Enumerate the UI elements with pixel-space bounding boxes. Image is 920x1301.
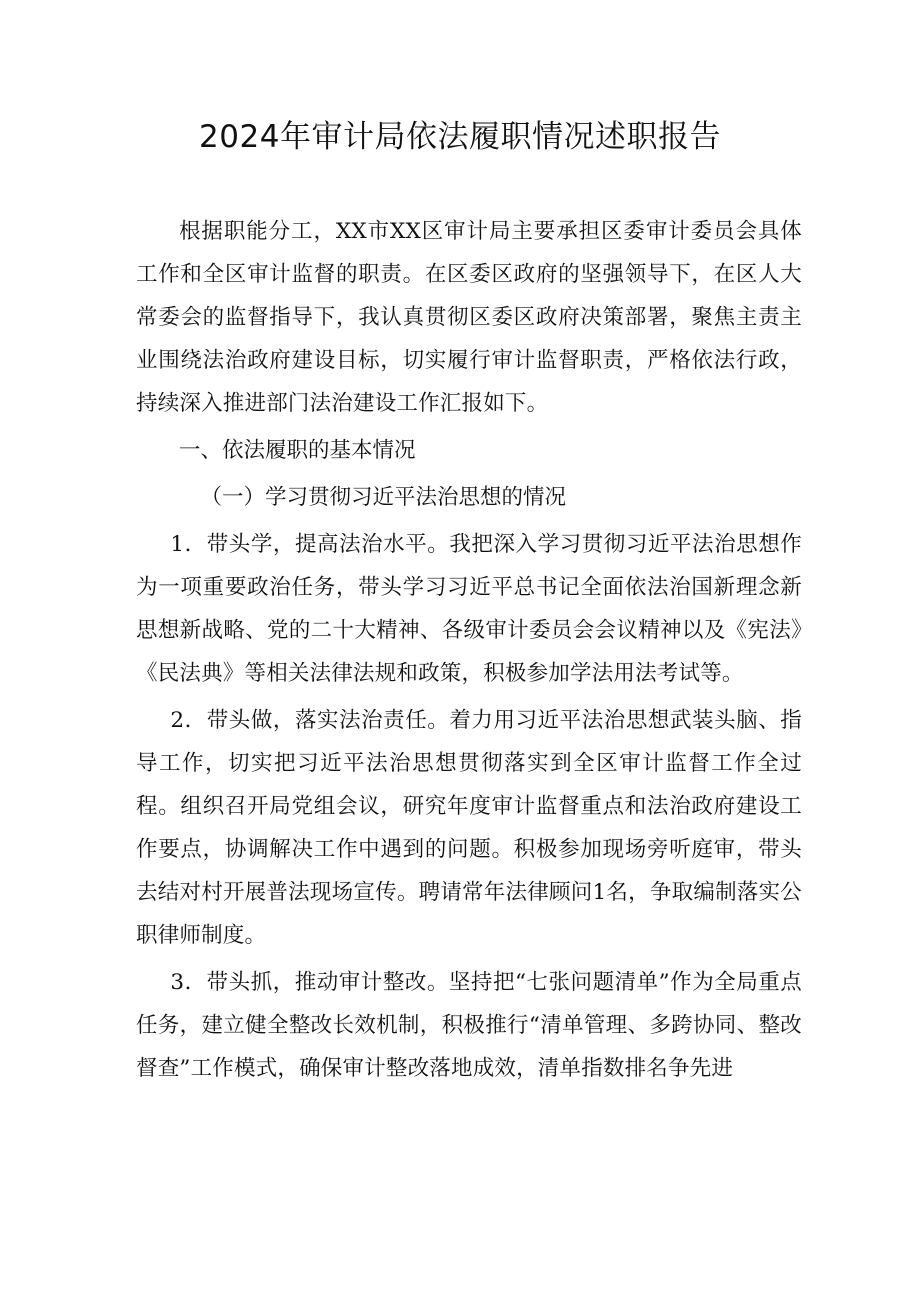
subsection-heading-1: （一）学习贯彻习近平法治思想的情况 [200, 485, 567, 510]
item-paragraph-1: 1．带头学，提高法治水平。我把深入学习贯彻习近平法治思想作为一项重要政治任务，带头学习习近平总书记全面依法治国新理念新思想新战略、党的二十大精神、各级审计委员会会议精神以及《宪法》《民法典》等相关法律法规和政策，积极参加学法用法考试等。 [136, 532, 802, 686]
intro-paragraph: 根据职能分工，XX市XX区审计局主要承担区委审计委员会具体工作和全区审计监督的职责。在区委区政府的坚强领导下，在区人大常委会的监督指导下，我认真贯彻区委区政府决策部署，聚焦主责主业围绕法治政府建设目标，切实履行审计监督职责，严格依法行政，持续深入推进部门法治建设工作汇报如下。 [136, 219, 802, 416]
document-body [136, 210, 802, 1094]
item-paragraph-3: 3．带头抓，推动审计整改。坚持把“七张问题清单”作为全局重点任务，建立健全整改长效机制，积极推行“清单管理、多跨协同、整改督查”工作模式，确保审计整改落地成效，清单指数排名争先进 [136, 970, 802, 1081]
document-title: 2024年审计局依法履职情况述职报告 [199, 119, 721, 155]
item-paragraph-2: 2．带头做，落实法治责任。着力用习近平法治思想武装头脑、指导工作，切实把习近平法治思想贯彻落实到全区审计监督工作全过程。组织召开局党组会议，研究年度审计监督重点和法治政府建设工作要点，协调解决工作中遇到的问题。积极参加现场旁听庭审，带头去结对村开展普法现场宣传。聘请常年法律顾问1名，争取编制落实公职律师制度。 [136, 708, 802, 948]
section-heading-1: 一、依法履职的基本情况 [179, 438, 416, 463]
